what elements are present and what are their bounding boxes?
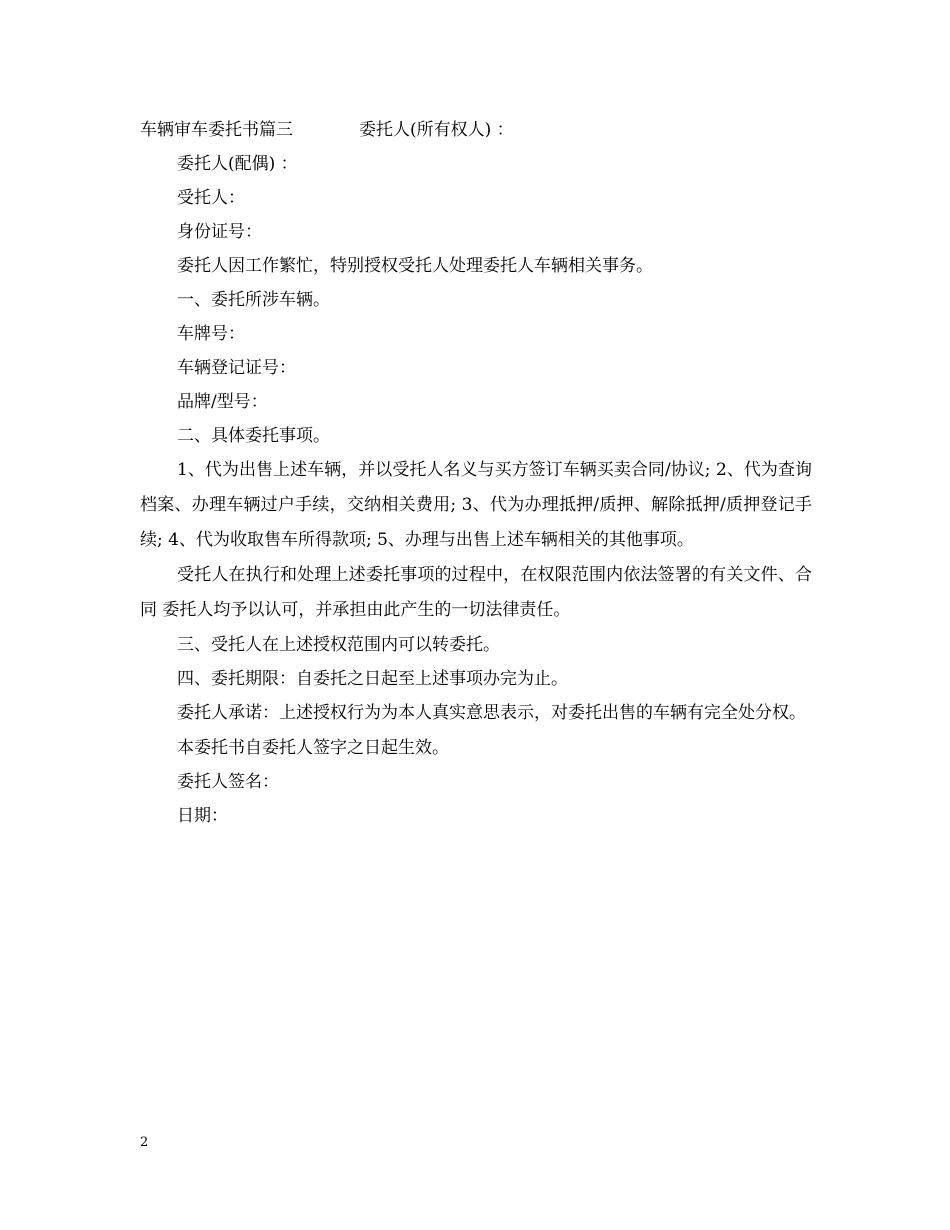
section-vehicle-heading: 一、委托所涉车辆。 (177, 290, 330, 310)
document-body (140, 113, 812, 833)
recognition-paragraph: 受托人在执行和处理上述委托事项的过程中，在权限范围内依法签署的有关文件、合同 委托人均予以认可，并承担由此产生的一切法律责任。 (140, 565, 812, 620)
heading-line (140, 113, 812, 147)
section-sub-delegation: 三、受托人在上述授权范围内可以转委托。 (177, 635, 500, 655)
brand-model-field: 品牌/型号： (177, 392, 268, 412)
id-number-field: 身份证号： (177, 222, 262, 242)
matters-list-paragraph: 1、代为出售上述车辆，并以受托人名义与买方签订车辆买卖合同/协议; 2、代为查询档案、办理车辆过户手续，交纳相关费用; 3、代为办理抵押/质押、解除抵押/质押登记手续; 4、代为收取售车所得款项; 5、办理与出售上述车辆相关的其他事项。 (140, 460, 812, 550)
principal-owner-field: 委托人(所有权人) ： (359, 120, 514, 140)
date-field: 日期： (177, 806, 228, 826)
document-title: 车辆审车委托书篇三 (140, 120, 293, 140)
plate-number-field: 车牌号： (177, 324, 245, 344)
principal-spouse-field: 委托人(配偶) ： (177, 154, 298, 174)
signature-field: 委托人签名： (177, 772, 279, 792)
authorization-statement: 委托人因工作繁忙，特别授权受托人处理委托人车辆相关事务。 (177, 256, 653, 276)
promise-paragraph: 委托人承诺：上述授权行为为本人真实意思表示，对委托出售的车辆有完全处分权。 (177, 703, 806, 723)
trustee-field: 受托人： (177, 188, 245, 208)
page-number: 2 (140, 1135, 149, 1150)
section-term: 四、委托期限：自委托之日起至上述事项办完为止。 (177, 669, 568, 689)
section-matters-heading: 二、具体委托事项。 (177, 426, 330, 446)
registration-number-field: 车辆登记证号： (177, 358, 296, 378)
effective-statement: 本委托书自委托人签字之日起生效。 (177, 738, 449, 758)
